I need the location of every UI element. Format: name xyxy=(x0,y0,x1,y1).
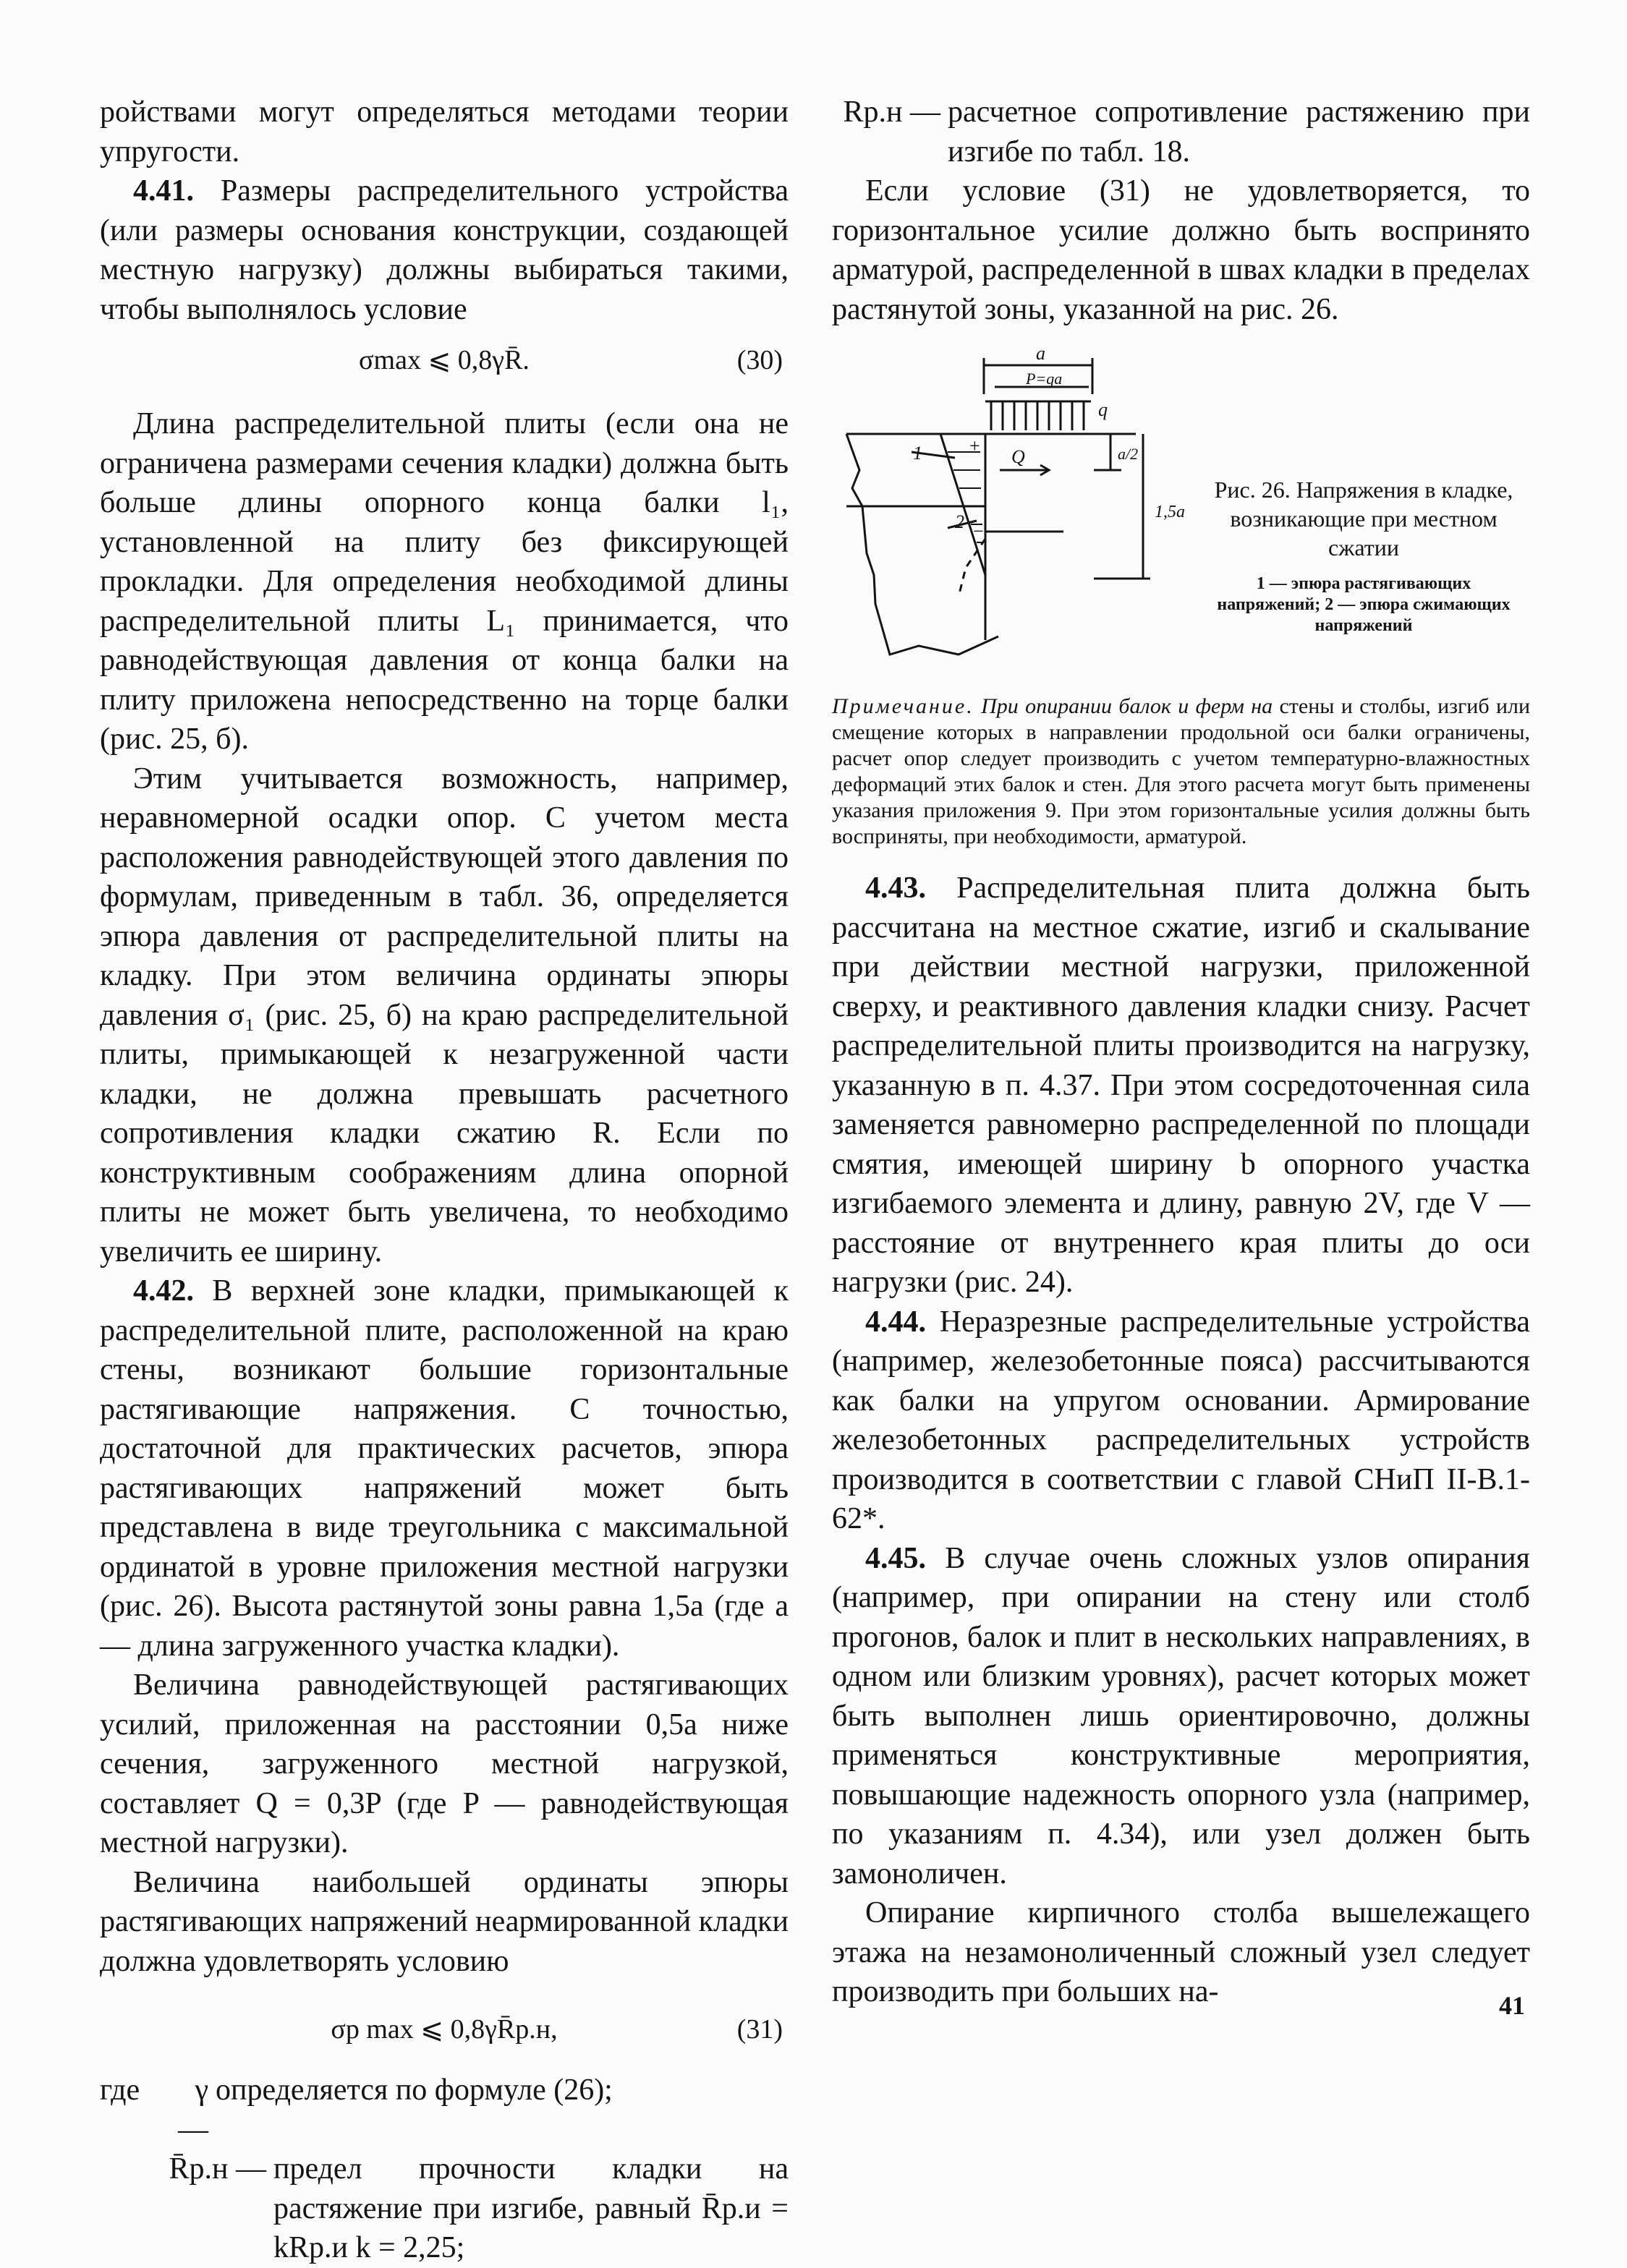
section-4-43 xyxy=(832,869,1530,1303)
label-half: a/2 xyxy=(1118,445,1139,463)
paragraph-max-ordinate: Величина наибольшей ординаты эпюры растягивающих напряжений неармированной кладки должна удовлетворять условию xyxy=(100,1865,789,1978)
left-column xyxy=(100,93,789,2268)
equation-number: (31) xyxy=(736,2014,783,2045)
section-4-42 xyxy=(100,1271,789,1666)
section-4-44 xyxy=(832,1303,1530,1539)
equation-formula: σmax ⩽ 0,8γR̄. xyxy=(359,345,530,375)
section-number: 4.44. xyxy=(865,1305,926,1339)
label-p: P=qa xyxy=(1026,370,1063,388)
note xyxy=(832,694,1530,850)
where-lead: где xyxy=(100,2073,140,2107)
equation-30 xyxy=(100,341,789,380)
label-q: q xyxy=(1098,399,1108,420)
equation-formula: σp max ⩽ 0,8γR̄р.н, xyxy=(331,2014,558,2045)
label-Q: Q xyxy=(1011,446,1025,467)
figure-caption xyxy=(1208,475,1519,636)
label-onefive: 1,5a xyxy=(1155,503,1185,521)
figure-legend: 1 — эпюра растягивающих напряжений; 2 — эпюра сжимающих напряжений xyxy=(1217,574,1511,635)
where-row xyxy=(100,2149,789,2268)
page-number: 41 xyxy=(1499,1991,1525,2020)
where-desc: определяется по формуле (26); xyxy=(216,2073,613,2107)
section-4-45 xyxy=(832,1539,1530,1894)
figure-26 xyxy=(832,344,1530,683)
figure-title: Рис. 26. Напряжения в кладке, возникающие при местном сжатии xyxy=(1214,477,1513,560)
label-plus: + xyxy=(969,435,980,456)
paragraph-settlement: Этим учитывается возможность, например, неравномерной осадки опор. С учетом места расположения равнодействующей этого давления по формулам, приведенным в табл. 36, определяется эпюра давления от распределительной плиты на кладку. При этом величина ординаты эпюры давления σ₁ (рис. 25, б) на краю распределительной плиты, примыкающей к незагруженной части кладки, не должна превышать расчетного сопротивления кладки сжатию R. Если по конструктивным соображениям длина опорной плиты не может быть увеличена, то необходимо увеличить ее ширину. xyxy=(100,762,789,1269)
label-one: 1 xyxy=(913,443,922,464)
section-text: В верхней зоне кладки, примыкающей к распределительной плите, расположенной на краю стены, возникают большие горизонтальные растягивающие напряжения. С точностью, достаточной для практических расчетов, эпюра растягивающих напряжений может быть представлена в виде треугольника с максимальной ординатой в уровне приложения местной нагрузки (рис. 26). Высота растянутой зоны равна 1,5a (где a — длина загруженного участка кладки). xyxy=(100,1274,789,1663)
paragraph-resultant: Величина равнодействующей растягивающих усилий, приложенная на расстоянии 0,5a ниже сечения, загруженного местной нагрузкой, составляет Q = 0,3P (где P — равнодействующая местной нагрузки). xyxy=(100,1668,789,1859)
section-text: В случае очень сложных узлов опирания (например, при опирании на стену или столб прогонов, балок и плит в нескольких направлениях, в одном или близким уровнях), расчет которых может быть выполнен лишь ориентировочно, должны применяться конструктивные мероприятия, повышающие надежность опорного узла (например, по указаниям п. 4.34), или узел должен быть замоноличен. xyxy=(832,1541,1530,1890)
definition-desc: расчетное сопротивление растяжению при изгибе по табл. 18. xyxy=(948,95,1530,169)
where-row xyxy=(100,2071,789,2149)
where-desc: предел прочности кладки на растяжение при изгибе, равный R̄р.и = kRр.и k = 2,25; xyxy=(273,2152,789,2264)
section-4-41 xyxy=(100,171,789,329)
where-list xyxy=(100,2071,789,2268)
section-text: Размеры распределительного устройства (или размеры основания конструкции, создающей местную нагрузку) должны выбираться такими, чтобы выполнялось условие xyxy=(100,174,789,326)
where-term: R̄р.н — xyxy=(169,2152,266,2186)
label-two: 2 xyxy=(955,511,964,532)
section-number: 4.43. xyxy=(865,871,926,905)
right-column xyxy=(832,93,1530,2012)
stress-diagram-figure xyxy=(832,344,1208,683)
section-number: 4.42. xyxy=(133,1274,194,1308)
paragraph-condition-31: Если условие (31) не удовлетворяется, то горизонтальное усилие должно быть воспринято арматурой, распределенной в швах кладки в пределах растянутой зоны, указанной на рис. 26. xyxy=(832,174,1530,326)
paragraph-continuation: ройствами могут определяться методами теории упругости. xyxy=(100,95,789,169)
term-definition xyxy=(832,93,1530,171)
where-term: γ — xyxy=(178,2073,208,2146)
note-label: Примечание. xyxy=(832,694,974,718)
equation-31 xyxy=(100,2010,789,2049)
section-number: 4.41. xyxy=(133,174,194,208)
section-text: Неразрезные распределительные устройства (например, железобетонные пояса) рассчитываются как балки на упругом основании. Армирование железобетонных распределительных устройств производится в соответствии с главой СНиП II-В.1-62*. xyxy=(832,1305,1530,1535)
definition-term: Rр.н — xyxy=(843,95,940,129)
note-text: стены и столбы, изгиб или смещение которых в направлении продольной оси балки ограничены, расчет опор следует производить с учетом температурно-влажностных деформаций этих балок и стен. Для этого расчета могут быть применены указания приложения 9. При этом горизонтальные усилия должны быть восприняты, при необходимости, арматурой. xyxy=(832,694,1531,848)
paragraph-last: Опирание кирпичного столба вышележащего этажа на незамоноличенный сложный узел следует производить при больших на- xyxy=(832,1896,1530,2008)
equation-number: (30) xyxy=(736,345,783,375)
section-text: Распределительная плита должна быть рассчитана на местное сжатие, изгиб и скалывание при действии местной нагрузки, приложенной сверху, и реактивного давления кладки снизу. Расчет распределительной плиты производится на нагрузку, указанную в п. 4.37. При этом сосредоточенная сила заменяется равномерно распределенной по площади смятия, имеющей ширину b опорного участка изгибаемого элемента и длину, равную 2V, где V — расстояние от внутреннего края плиты до оси нагрузки (рис. 24). xyxy=(832,871,1530,1299)
section-number: 4.45. xyxy=(865,1541,926,1575)
paragraph-plate-length: Длина распределительной плиты (если она не ограничена размерами сечения кладки) должна быть больше длины опорного конца балки l₁, установленной на плиту без фиксирующей прокладки. Для определения необходимой длины распределительной плиты L₁ принимается, что равнодействующая давления от конца балки на плиту приложена непосредственно на торце балки (рис. 25, б). xyxy=(100,407,789,756)
label-minus: − xyxy=(973,521,984,542)
label-a: a xyxy=(1036,344,1045,364)
note-first: При опирании балок и ферм на xyxy=(981,694,1273,718)
